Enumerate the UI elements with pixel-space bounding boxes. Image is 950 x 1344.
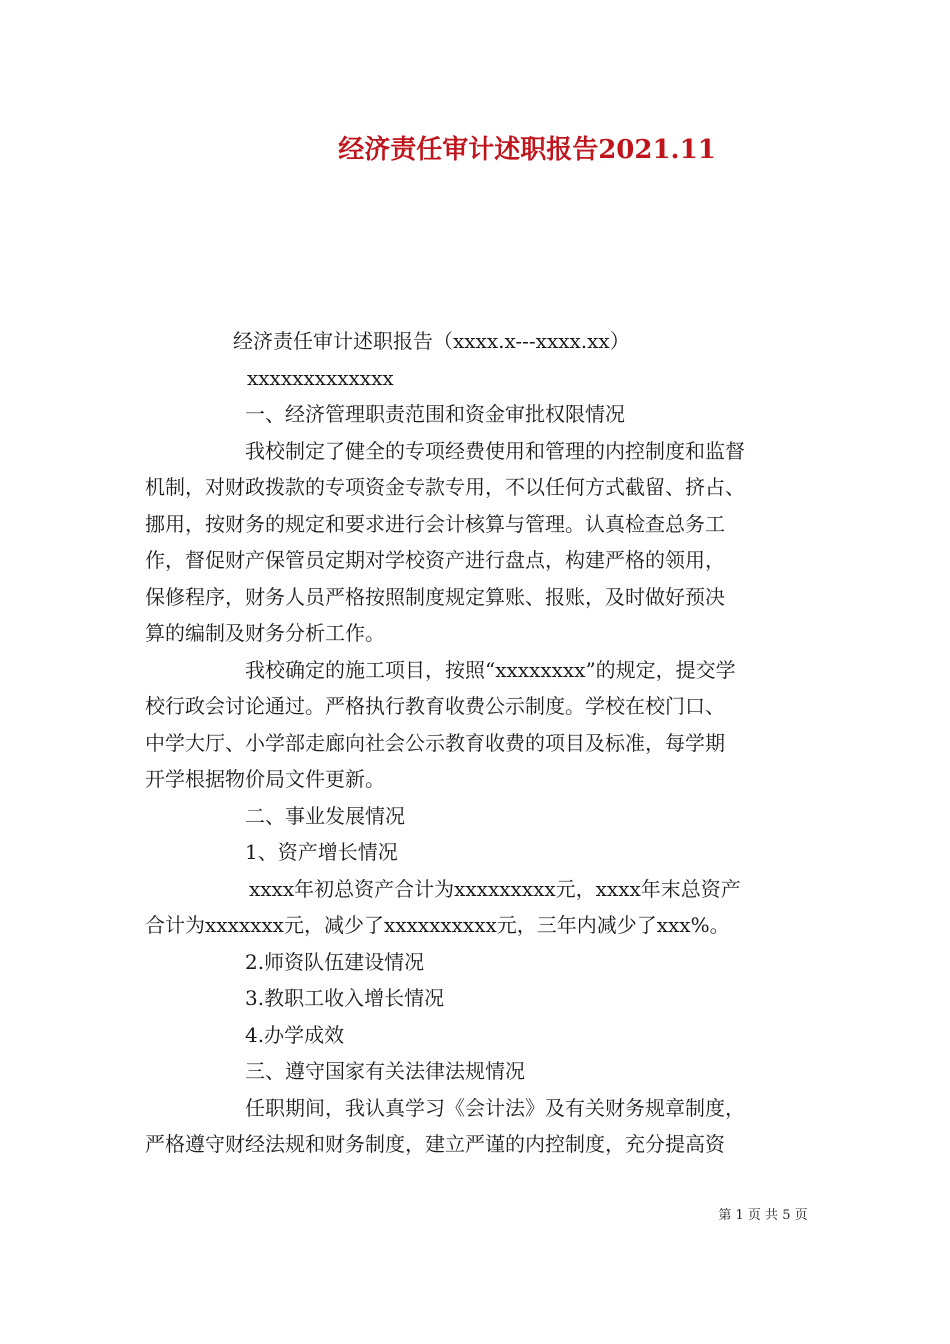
text-line: 挪用，按财务的规定和要求进行会计核算与管理。认真检查总务工	[145, 511, 725, 536]
text-line: 算的编制及财务分析工作。	[145, 621, 385, 645]
text-line: 我校制定了健全的专项经费使用和管理的内控制度和监督	[245, 438, 745, 463]
text-line: 三、遵守国家有关法律法规情况	[245, 1059, 525, 1083]
document-body	[145, 323, 815, 1163]
text-line: 开学根据物价局文件更新。	[145, 767, 385, 791]
text-line: 4.办学成效	[245, 1022, 345, 1047]
text-line: 任职期间，我认真学习《会计法》及有关财务规章制度，	[245, 1095, 745, 1120]
document-title: 经济责任审计述职报告2021.11	[338, 135, 716, 165]
text-line: 机制，对财政拨款的专项资金专款专用，不以任何方式截留、挤占、	[145, 475, 745, 499]
text-line: 我校确定的施工项目，按照“xxxxxxxx”的规定，提交学	[245, 657, 736, 682]
document-subtitle: 经济责任审计述职报告（xxxx.x---xxxx.xx）	[233, 329, 630, 353]
text-line: 保修程序，财务人员严格按照制度规定算账、报账，及时做好预决	[145, 584, 725, 609]
paragraph-lines	[145, 396, 815, 1163]
text-line: 严格遵守财经法规和财务制度，建立严谨的内控制度，充分提高资	[145, 1132, 725, 1156]
text-line: 2.师资队伍建设情况	[245, 949, 425, 974]
text-line: 中学大厅、小学部走廊向社会公示教育收费的项目及标准，每学期	[145, 730, 725, 755]
text-line: xxxx年初总资产合计为xxxxxxxxx元，xxxx年末总资产	[249, 876, 741, 901]
page-footer: 第 1 页 共 5 页	[718, 1208, 808, 1223]
text-line: 一、经济管理职责范围和资金审批权限情况	[245, 402, 625, 426]
text-line: 合计为xxxxxxx元，减少了xxxxxxxxxx元，三年内减少了xxx%。	[145, 913, 730, 937]
text-line: 1、资产增长情况	[245, 840, 398, 864]
author-placeholder: xxxxxxxxxxxxx	[247, 365, 394, 390]
text-line: 3.教职工收入增长情况	[245, 986, 445, 1010]
text-line: 校行政会讨论通过。严格执行教育收费公示制度。学校在校门口、	[145, 694, 725, 718]
text-line: 作，督促财产保管员定期对学校资产进行盘点，构建严格的领用，	[145, 548, 725, 572]
text-line: 二、事业发展情况	[245, 803, 405, 828]
